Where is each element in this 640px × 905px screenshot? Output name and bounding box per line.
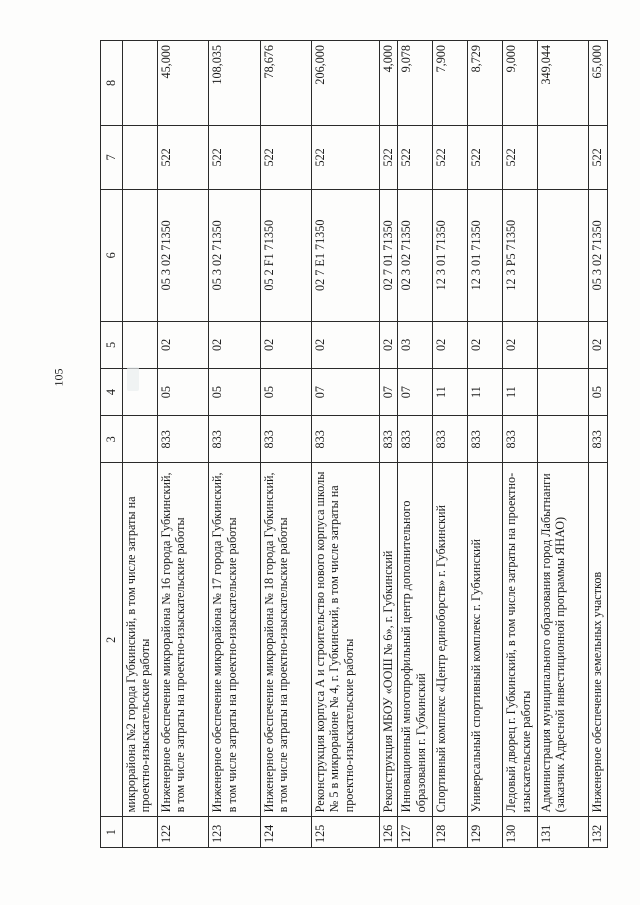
cell-expense-type: 522 (157, 126, 208, 190)
cell-amount: 45,000 (157, 41, 208, 126)
header-cell: 4 (101, 369, 123, 416)
cell-amount: 349,044 (538, 41, 589, 126)
table-row (260, 41, 311, 848)
cell-section: 07 (398, 369, 433, 416)
row-number: 126 (379, 817, 397, 848)
cell-target-article: 05 3 02 71350 (589, 189, 608, 321)
cell-expense-type: 522 (209, 126, 260, 190)
cell-ministry: 833 (157, 416, 208, 463)
cell-section: 11 (503, 369, 538, 416)
header-cell: 8 (101, 41, 123, 126)
row-number: 129 (468, 817, 503, 848)
header-cell: 3 (101, 416, 123, 463)
cell-expense-type: 522 (503, 126, 538, 190)
cell-amount: 108,035 (209, 41, 260, 126)
cell-amount: 9,078 (398, 41, 433, 126)
cell-ministry: 833 (209, 416, 260, 463)
cell-ministry: 833 (260, 416, 311, 463)
cell-target-article: 05 3 02 71350 (157, 189, 208, 321)
cell-section: 07 (379, 369, 397, 416)
table-row (379, 41, 397, 848)
cell-target-article: 12 3 01 71350 (433, 189, 468, 321)
header-cell: 2 (101, 463, 123, 817)
cell-section: 07 (312, 369, 380, 416)
cell-target-article (123, 189, 158, 321)
cell-subsection: 03 (398, 321, 433, 368)
cell-amount (123, 41, 158, 126)
cell-expense-type: 522 (379, 126, 397, 190)
cell-amount: 65,000 (589, 41, 608, 126)
cell-section: 05 (209, 369, 260, 416)
row-name: Реконструкция корпуса А и строительство нового корпуса школы № 5 в микрорайоне № 4, г. Губкинский, в том числе затраты на проектно-изыскательские работы (312, 463, 380, 817)
table-row (123, 41, 158, 848)
header-cell: 5 (101, 321, 123, 368)
row-number: 123 (209, 817, 260, 848)
cell-target-article: 02 7 E1 71350 (312, 189, 380, 321)
cell-expense-type: 522 (468, 126, 503, 190)
cell-subsection (123, 321, 158, 368)
row-number: 125 (312, 817, 380, 848)
cell-target-article: 12 3 01 71350 (468, 189, 503, 321)
cell-subsection (538, 321, 589, 368)
cell-target-article (538, 189, 589, 321)
table-body (123, 41, 608, 848)
cell-ministry: 833 (398, 416, 433, 463)
row-name: Инженерное обеспечение микрорайона № 17 города Губкинский, в том числе затраты на проектно-изыскательские работы (209, 463, 260, 817)
cell-section: 11 (433, 369, 468, 416)
row-number: 130 (503, 817, 538, 848)
cell-section: 05 (157, 369, 208, 416)
table-row (209, 41, 260, 848)
row-name: Инженерное обеспечение микрорайона № 16 города Губкинский, в том числе затраты на проектно-изыскательские работы (157, 463, 208, 817)
row-number: 122 (157, 817, 208, 848)
row-number: 127 (398, 817, 433, 848)
row-number (123, 817, 158, 848)
table-row (468, 41, 503, 848)
row-number: 132 (589, 817, 608, 848)
row-name: Универсальный спортивный комплекс г. Губкинский (468, 463, 503, 817)
cell-expense-type: 522 (398, 126, 433, 190)
cell-ministry: 833 (589, 416, 608, 463)
rotated-table-area (100, 40, 608, 848)
cell-subsection: 02 (260, 321, 311, 368)
row-name: Администрация муниципального образования город Лабытнанги (заказчик Адресной инвестиционной программы ЯНАО) (538, 463, 589, 817)
cell-amount: 206,000 (312, 41, 380, 126)
row-name: Инженерное обеспечение земельных участков (589, 463, 608, 817)
cell-section: 05 (589, 369, 608, 416)
row-name: Спортивный комплекс «Центр единоборств» г. Губкинский (433, 463, 468, 817)
header-cell: 6 (101, 189, 123, 321)
table-row (503, 41, 538, 848)
row-number: 128 (433, 817, 468, 848)
cell-section: 05 (260, 369, 311, 416)
cell-ministry (538, 416, 589, 463)
header-cell: 1 (101, 817, 123, 848)
table-row (157, 41, 208, 848)
cell-amount: 9,000 (503, 41, 538, 126)
cell-amount: 8,729 (468, 41, 503, 126)
cell-expense-type (538, 126, 589, 190)
budget-table (100, 40, 608, 848)
rotated-table-container (100, 40, 608, 848)
cell-amount: 78,676 (260, 41, 311, 126)
page-number: 105 (51, 368, 66, 387)
row-name: Реконструкция МБОУ «ООШ № 6», г. Губкинский (379, 463, 397, 817)
cell-subsection: 02 (157, 321, 208, 368)
cell-ministry (123, 416, 158, 463)
cell-target-article: 05 2 F1 71350 (260, 189, 311, 321)
cell-subsection: 02 (433, 321, 468, 368)
cell-amount: 4,000 (379, 41, 397, 126)
table-row (589, 41, 608, 848)
row-name: Инженерное обеспечение микрорайона № 18 города Губкинский, в том числе затраты на проектно-изыскательские работы (260, 463, 311, 817)
cell-subsection: 02 (209, 321, 260, 368)
header-cell: 7 (101, 126, 123, 190)
cell-target-article: 02 3 02 71350 (398, 189, 433, 321)
row-name: Ледовый дворец г. Губкинский, в том числе затраты на проектно-изыскательские работы (503, 463, 538, 817)
cell-subsection: 02 (589, 321, 608, 368)
cell-target-article: 02 7 01 71350 (379, 189, 397, 321)
cell-subsection: 02 (503, 321, 538, 368)
row-name: микрорайона №2 города Губкинский, в том числе затраты на проектно-изыскательские работы (123, 463, 158, 817)
row-name: Инновационный многопрофильный центр дополнительного образования г. Губкинский (398, 463, 433, 817)
table-header-row (101, 41, 123, 848)
cell-expense-type: 522 (312, 126, 380, 190)
table-row (312, 41, 380, 848)
cell-target-article: 12 3 P5 71350 (503, 189, 538, 321)
cell-ministry: 833 (312, 416, 380, 463)
scan-mark (127, 367, 139, 391)
cell-expense-type: 522 (589, 126, 608, 190)
row-number: 131 (538, 817, 589, 848)
cell-ministry: 833 (433, 416, 468, 463)
cell-ministry: 833 (503, 416, 538, 463)
cell-subsection: 02 (312, 321, 380, 368)
table-row (538, 41, 589, 848)
cell-expense-type: 522 (433, 126, 468, 190)
cell-section (538, 369, 589, 416)
cell-subsection: 02 (468, 321, 503, 368)
cell-expense-type (123, 126, 158, 190)
cell-ministry: 833 (468, 416, 503, 463)
cell-target-article: 05 3 02 71350 (209, 189, 260, 321)
table-row (433, 41, 468, 848)
table-row (398, 41, 433, 848)
cell-section: 11 (468, 369, 503, 416)
cell-ministry: 833 (379, 416, 397, 463)
cell-expense-type: 522 (260, 126, 311, 190)
cell-amount: 7,900 (433, 41, 468, 126)
cell-subsection: 02 (379, 321, 397, 368)
row-number: 124 (260, 817, 311, 848)
